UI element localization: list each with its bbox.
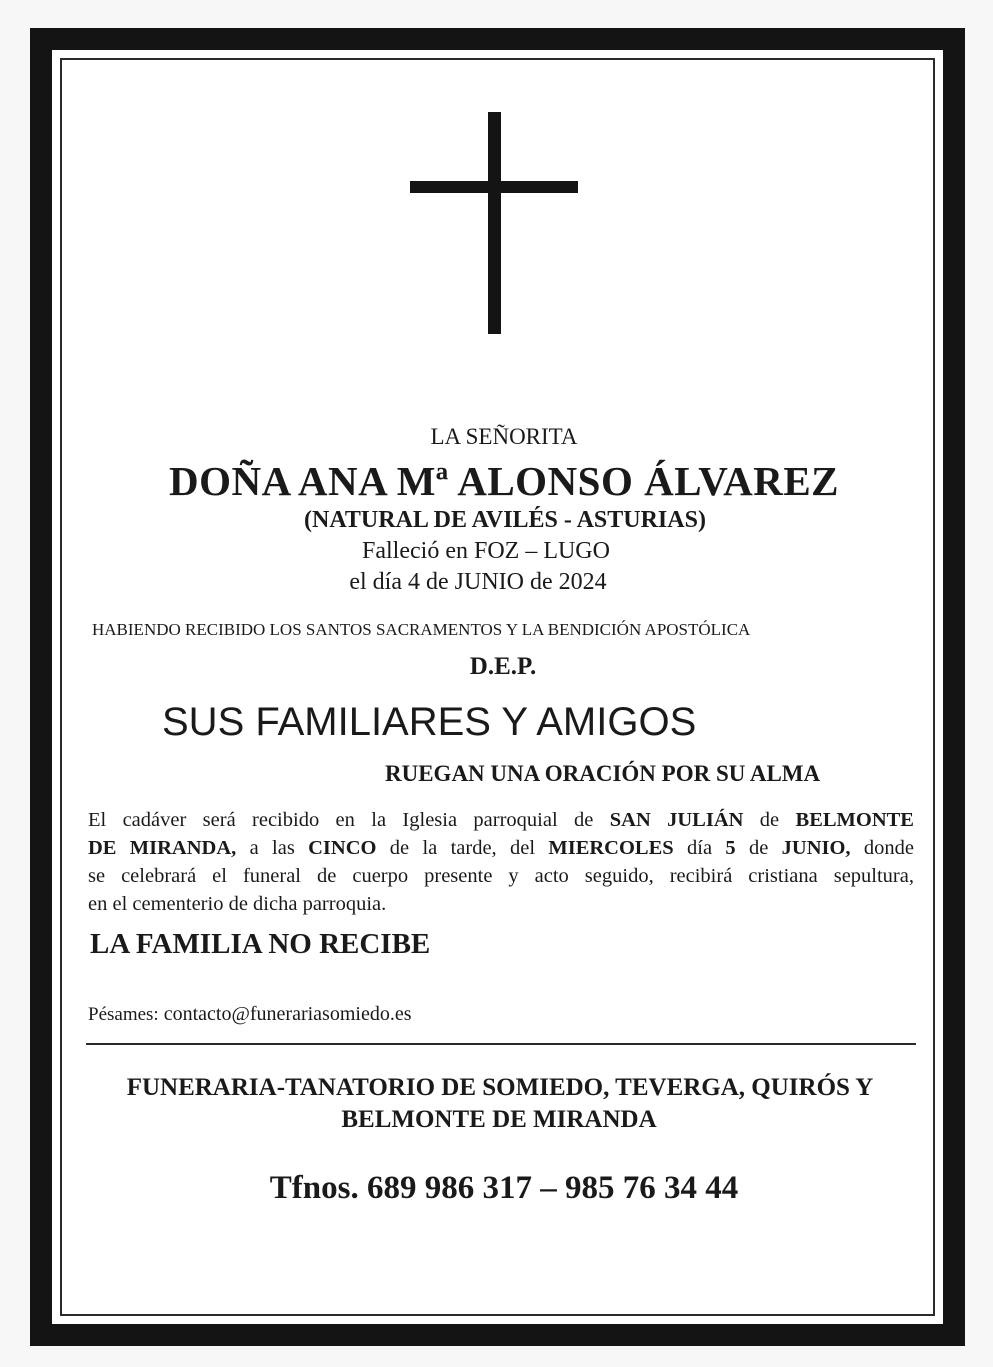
prayer-request: RUEGAN UNA ORACIÓN POR SU ALMA — [385, 761, 821, 786]
cross-horizontal-bar — [410, 181, 578, 193]
no-receiving-notice: LA FAMILIA NO RECIBE — [90, 928, 431, 960]
funeral-details-line-1 — [88, 806, 914, 834]
funeral-details-line-2 — [88, 834, 914, 862]
text-run: El cadáver será recibido en la Iglesia parroquial de — [88, 809, 610, 831]
funeral-details-line-4: en el cementerio de dicha parroquia. — [88, 893, 387, 915]
church-name: SAN JULIÁN — [609, 809, 744, 831]
phone-numbers: Tfnos. 689 986 317 – 985 76 34 44 — [269, 1170, 739, 1206]
condolences — [88, 1003, 411, 1026]
text-run: a las — [236, 837, 309, 859]
origin: (NATURAL DE AVILÉS - ASTURIAS) — [304, 507, 706, 533]
text-run: de la tarde, del — [376, 837, 549, 859]
town-name: DE MIRANDA, — [88, 837, 237, 859]
cross-vertical-bar — [488, 112, 501, 334]
town-name: BELMONTE — [795, 809, 914, 831]
deceased-name: DOÑA ANA Mª ALONSO ÁLVAREZ — [168, 458, 840, 504]
text-run: donde — [850, 837, 914, 859]
condolences-email-link[interactable]: contacto@funerariasomiedo.es — [163, 1003, 412, 1025]
funeral-details-line-3: se celebrará el funeral de cuerpo presente y acto seguido, recibirá cristiana sepultura, — [88, 865, 914, 887]
sacraments-text: HABIENDO RECIBIDO LOS SANTOS SACRAMENTOS Y LA BENDICIÓN APOSTÓLICA — [92, 620, 751, 639]
dep-text: D.E.P. — [469, 653, 537, 680]
funeral-details — [88, 806, 914, 918]
funeral-day: 5 — [725, 837, 736, 859]
mourners-heading: SUS FAMILIARES Y AMIGOS — [162, 700, 697, 744]
funeral-weekday: MIERCOLES — [548, 837, 674, 859]
funeral-month: JUNIO, — [781, 837, 851, 859]
text-run: de — [735, 837, 782, 859]
funeral-home-line-2: BELMONTE DE MIRANDA — [341, 1106, 657, 1133]
text-run: de — [743, 809, 796, 831]
death-place: Falleció en FOZ – LUGO — [362, 538, 610, 564]
funeral-home-line-1: FUNERARIA-TANATORIO DE SOMIEDO, TEVERGA, QUIRÓS Y — [126, 1074, 874, 1101]
death-date: el día 4 de JUNIO de 2024 — [349, 569, 607, 595]
funeral-time: CINCO — [308, 837, 377, 859]
divider — [86, 1043, 916, 1045]
text-run: día — [673, 837, 726, 859]
title-prefix: LA SEÑORITA — [430, 424, 578, 449]
condolences-label: Pésames: — [88, 1004, 159, 1025]
